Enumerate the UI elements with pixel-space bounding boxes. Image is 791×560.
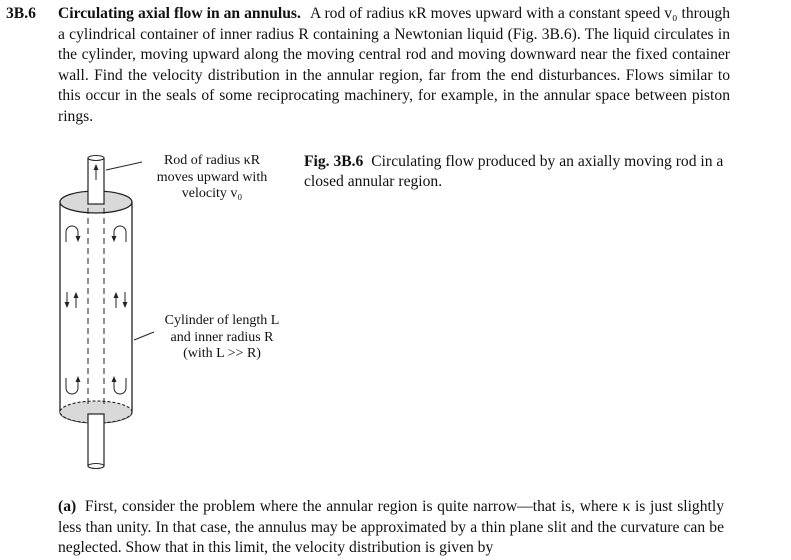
rod-label-line-2: moves upward with (156, 169, 268, 185)
circulation-arc-top-right (114, 226, 126, 242)
part-a (58, 497, 724, 559)
part-a-tag: (a) (58, 498, 77, 515)
rod-leader-line (106, 162, 142, 170)
problem-title: Circulating axial flow in an annulus. (58, 5, 301, 22)
cylinder-label-line-1: Cylinder of length L (164, 313, 280, 328)
problem-body (58, 4, 730, 127)
caption-label: Fig. 3B.6 (304, 153, 364, 170)
caption-text: Circulating flow produced by an axially moving rod in a closed annular region. (304, 153, 724, 190)
rod-label (142, 153, 282, 203)
cylinder-label (152, 313, 292, 363)
cylinder-label-line-3: (with L >> R) (183, 346, 261, 361)
problem-text: A rod of radius κR moves upward with a constant speed v₀ through a cylindrical container of inner radius R containing a Newtonian liquid (Fig. 3B.6). The liquid circulates in the cylinder, moving upward along the moving central rod and moving downward near the fixed container wall. Find the velocity distribution in the annular region, far from the end disturbances. Flows similar to this occur in the seals of some reciprocating machinery, for example, in the annular space between piston rings. (58, 5, 731, 125)
rod-label-line-1: Rod of radius κR (163, 153, 261, 168)
cylinder-leader-line (134, 332, 154, 340)
rod-label-line-3: velocity v₀ (181, 186, 243, 201)
rod-bottom-end (88, 464, 104, 469)
part-a-text: First, consider the problem where the annular region is quite narrow—that is, where κ is just slightly less than unity. In that case, the annulus may be approximated by a thin plane slit and the curvature can be neglected. Show that in this limit, the velocity distribution is given by (58, 498, 724, 556)
problem-number: 3B.6 (6, 5, 36, 22)
figure-caption (304, 152, 734, 192)
rod-top-end (88, 156, 104, 161)
rod-bottom (88, 414, 104, 466)
circulation-arc-top-left (66, 226, 78, 242)
cylinder-label-line-2: and inner radius R (170, 329, 274, 345)
problem-statement (6, 4, 730, 127)
